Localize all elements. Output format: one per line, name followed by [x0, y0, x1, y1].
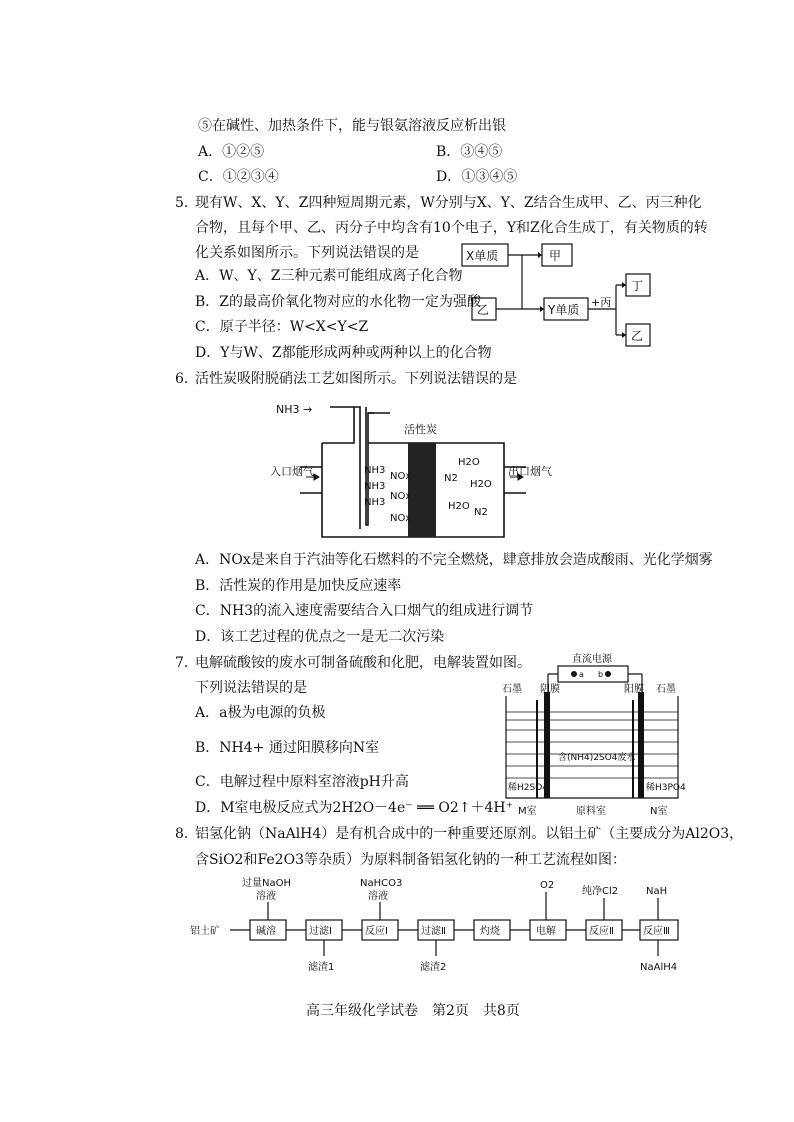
q5-option-b: B．Z的最高价氧化物对应的水化物一定为强酸 — [195, 294, 482, 310]
question-number-8: 8. — [175, 826, 189, 842]
option-a: A．①②⑤ — [198, 144, 265, 160]
q6-diagram — [270, 395, 590, 545]
dc-power-label: 直流电源 — [572, 654, 612, 665]
dilute-h3po4-label: 稀H3PO4 — [646, 783, 686, 793]
activated-carbon-label: 活性炭 — [404, 423, 437, 436]
q5-option-d: D．Y与W、Z都能形成两种或两种以上的化合物 — [195, 345, 492, 361]
nahco3-solution-label: 溶液 — [368, 891, 388, 902]
step-reaction-1: 反应Ⅰ — [365, 926, 388, 937]
q7-line-1: 电解硫酸铵的废水可制备硫酸和化肥，电解装置如图。 — [195, 655, 531, 671]
inlet-gas-label: 入口烟气 — [270, 465, 314, 478]
q6-option-b: B．活性炭的作用是加快反应速率 — [195, 578, 402, 594]
question-number-5: 5. — [175, 195, 189, 211]
step-reaction-3: 反应Ⅲ — [643, 926, 670, 937]
q8-line-2: 含SiO2和Fe2O3等杂质）为原料制备铝氢化钠的一种工艺流程如图： — [195, 852, 626, 868]
q7-option-d: D．M室电极反应式为2H2O－4e⁻ ══ O2↑＋4H⁺ — [195, 800, 514, 816]
cation-membrane-label: 阳膜 — [624, 684, 644, 695]
terminal-a-label: a — [579, 670, 584, 679]
outlet-gas-label: 出口烟气 — [508, 465, 552, 478]
nox-label-2: NOx — [390, 491, 412, 502]
q5-option-c: C．原子半径：W<X<Y<Z — [195, 319, 369, 335]
q5-option-a: A．W、Y、Z三种元素可能组成离子化合物 — [195, 268, 463, 284]
q6-option-a: A．NOx是来自于汽油等化石燃料的不完全燃烧，肆意排放会造成酸雨、光化学烟雾 — [195, 552, 713, 568]
h2o-label-3: H2O — [448, 501, 470, 512]
q8-line-1: 铝氢化钠（NaAlH4）是有机合成中的一种重要还原剂。以铝土矿（主要成分为Al2O3， — [195, 826, 744, 842]
question-number-7: 7. — [175, 655, 189, 671]
product-naalh4-label: NaAlH4 — [640, 962, 678, 973]
residue-2-label: 滤渣2 — [420, 962, 447, 973]
question-number-6: 6. — [175, 371, 189, 387]
anion-membrane-label: 阴膜 — [540, 684, 560, 695]
n2-label-b: N2 — [474, 507, 488, 518]
option-c: C．①②③④ — [198, 169, 279, 185]
q6-option-d: D．该工艺过程的优点之一是无二次污染 — [195, 629, 445, 645]
q6-option-c: C．NH3的流入速度需要结合入口烟气的组成进行调节 — [195, 603, 534, 619]
nah-label: NaH — [646, 886, 668, 897]
naoh-solution-label: 溶液 — [256, 891, 276, 902]
terminal-b-label: b — [598, 670, 604, 679]
q5-line-2: 合物，且每个甲、乙、丙分子中均含有10个电子，Y和Z化合生成丁，有关物质的转 — [195, 220, 708, 236]
naoh-label: 过量NaOH — [242, 878, 291, 889]
nh3-label-c: NH3 — [364, 497, 386, 508]
q7-option-a: A．a极为电源的负极 — [195, 705, 326, 721]
q8-flow-diagram — [190, 872, 680, 982]
ding-label: 丁 — [631, 279, 644, 293]
q5-line-3: 化关系如图所示。下列说法错误的是 — [195, 245, 419, 261]
n-room-label: N室 — [650, 806, 668, 817]
residue-1-label: 滤渣1 — [308, 962, 335, 973]
page-footer: 高三年级化学试卷 第2页 共8页 — [306, 1003, 520, 1019]
m-room-label: M室 — [518, 806, 537, 817]
option-line-5: ⑤在碱性、加热条件下，能与银氨溶液反应析出银 — [198, 118, 506, 134]
nox-label-3: NOx — [390, 513, 412, 524]
bauxite-label: 铝土矿 — [190, 926, 220, 937]
cl2-label: 纯净Cl2 — [582, 886, 619, 897]
plus-bing-label: +丙 — [591, 296, 612, 309]
q7-option-c: C．电解过程中原料室溶液pH升高 — [195, 774, 409, 790]
nh3-input-label: NH3 → — [276, 403, 313, 416]
h2o-label-1: H2O — [458, 457, 480, 468]
q7-diagram — [500, 652, 690, 818]
feed-solution-label: 含(NH4)2SO4废水 — [558, 753, 636, 763]
step-alkali-dissolve: 碱溶 — [256, 926, 276, 937]
yi-label-2: 乙 — [631, 329, 644, 343]
n2-label-a: N2 — [444, 473, 458, 484]
step-filter-1: 过滤Ⅰ — [309, 926, 332, 937]
graphite-right-label: 石墨 — [656, 684, 676, 695]
y-single-label: Y单质 — [548, 303, 580, 317]
nh3-label-b: NH3 — [364, 481, 386, 492]
q7-line-2: 下列说法错误的是 — [195, 680, 307, 696]
q6-line-1: 活性炭吸附脱硝法工艺如图所示。下列说法错误的是 — [195, 371, 517, 387]
step-filter-2: 过滤Ⅱ — [421, 926, 446, 937]
h2o-label-2: H2O — [470, 479, 492, 490]
dilute-h2so4-label: 稀H2SO4 — [508, 783, 549, 793]
feed-room-label: 原料室 — [576, 806, 606, 817]
nh3-label-a: NH3 — [364, 465, 386, 476]
q7-option-b: B．NH4+ 通过阳膜移向N室 — [195, 740, 380, 756]
nahco3-label: NaHCO3 — [360, 878, 403, 889]
option-d: D．①③④⑤ — [436, 169, 518, 185]
step-calcine: 灼烧 — [480, 926, 500, 937]
o2-label: O2 — [540, 880, 555, 891]
nox-label-1: NOx — [390, 471, 412, 482]
q5-diagram — [460, 240, 675, 352]
q5-line-1: 现有W、X、Y、Z四种短周期元素，W分别与X、Y、Z结合生成甲、乙、丙三种化 — [195, 195, 702, 211]
graphite-left-label: 石墨 — [502, 684, 522, 695]
yi-label: 乙 — [477, 303, 490, 317]
x-single-label: X单质 — [466, 249, 499, 263]
jia-label: 甲 — [549, 249, 562, 263]
step-reaction-2: 反应Ⅱ — [589, 926, 614, 937]
option-b: B．③④⑤ — [436, 144, 503, 160]
step-electrolysis: 电解 — [536, 926, 556, 937]
